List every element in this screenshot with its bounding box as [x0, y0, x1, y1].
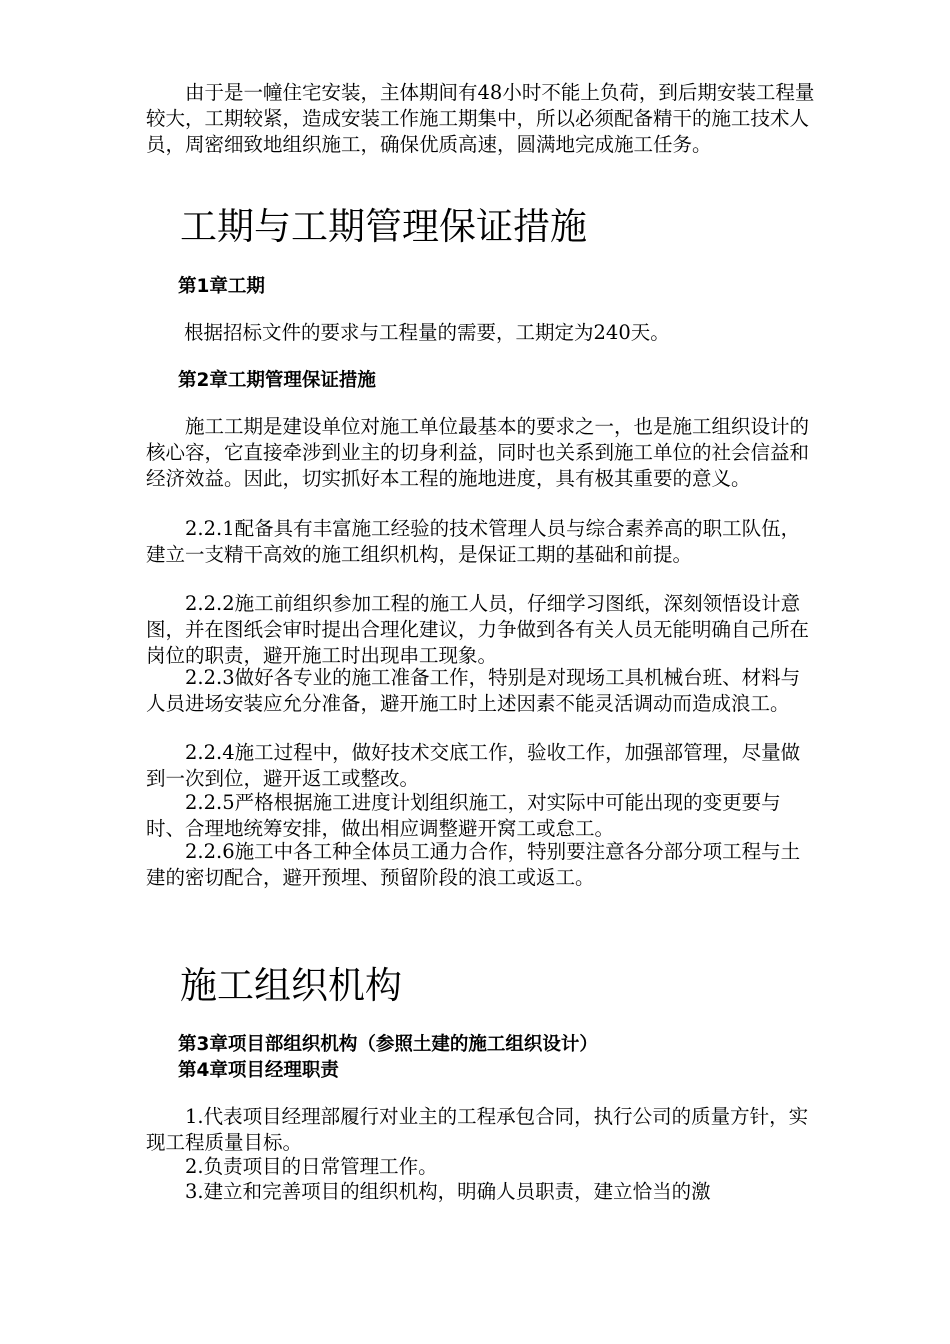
list-item-2-2-3: 2.2.3做好各专业的施工准备工作，特别是对现场工具机械台班、材料与人员进场安装应允分准备，避开施工时上述因素不能灵活调动而造成浪工。	[146, 666, 801, 715]
list-item-duty-3: 3.建立和完善项目的组织机构，明确人员职责，建立恰当的激	[185, 1180, 711, 1203]
list-item-duty-2: 2.负责项目的日常管理工作。	[185, 1155, 438, 1178]
chapter-1-text: 根据招标文件的要求与工程量的需要，工期定为240天。	[184, 321, 670, 344]
list-item-duty-1: 1.代表项目经理部履行对业主的工程承包合同，执行公司的质量方针，实现工程质量目标。	[146, 1105, 809, 1154]
chapter-1-heading: 第1章工期	[178, 276, 265, 297]
section-title-organization: 施工组织机构	[180, 964, 402, 1007]
list-item-2-2-2: 2.2.2施工前组织参加工程的施工人员，仔细学习图纸，深刻领悟设计意图，并在图纸会审时提出合理化建议，力争做到各有关人员无能明确自己所在岗位的职责，避开施工时出现串工现象。	[146, 592, 810, 667]
list-item-2-2-6: 2.2.6施工中各工种全体员工通力合作，特别要注意各分部分项工程与土建的密切配合，避开预埋、预留阶段的浪工或返工。	[146, 840, 801, 889]
section-title-schedule: 工期与工期管理保证措施	[180, 205, 587, 248]
chapter-2-intro: 施工工期是建设单位对施工单位最基本的要求之一，也是施工组织设计的核心容，它直接牵涉到业主的切身利益，同时也关系到施工单位的社会信益和经济效益。因此，切实抓好本工程的施地进度，具有极其重要的意义。	[146, 415, 810, 490]
chapter-2-heading: 第2章工期管理保证措施	[178, 370, 376, 391]
list-item-2-2-4: 2.2.4施工过程中，做好技术交底工作，验收工作，加强部管理，尽量做到一次到位，避开返工或整改。	[146, 741, 801, 790]
intro-paragraph: 由于是一幢住宅安装，主体期间有48小时不能上负荷，到后期安装工程量较大，工期较紧，造成安装工作施工期集中，所以必须配备精干的施工技术人员，周密细致地组织施工，确保优质高速，圆满地完成施工任务。	[146, 81, 815, 156]
chapter-3-heading: 第3章项目部组织机构（参照土建的施工组织设计）	[178, 1034, 598, 1055]
list-item-2-2-1: 2.2.1配备具有丰富施工经验的技术管理人员与综合素养高的职工队伍，建立一支精干高效的施工组织机构，是保证工期的基础和前提。	[146, 517, 801, 566]
chapter-4-heading: 第4章项目经理职责	[178, 1060, 339, 1081]
list-item-2-2-5: 2.2.5严格根据施工进度计划组织施工，对实际中可能出现的变更要与时、合理地统筹安排，做出相应调整避开窝工或怠工。	[146, 791, 781, 840]
